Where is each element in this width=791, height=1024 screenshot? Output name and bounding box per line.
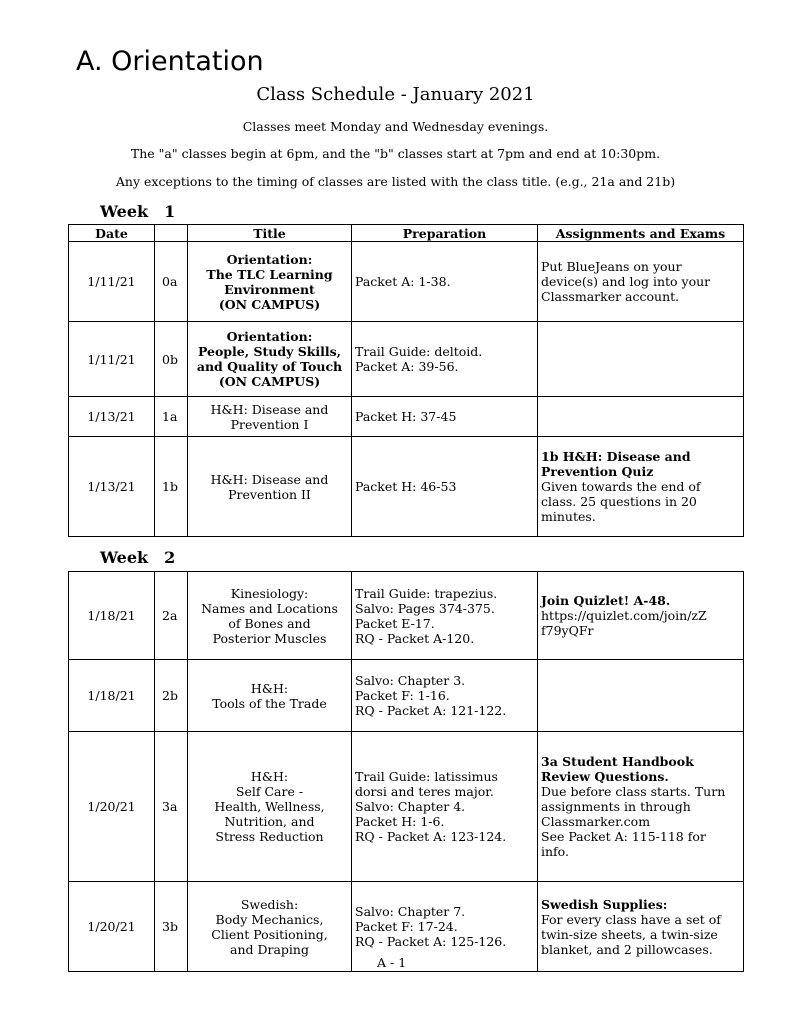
title-line: Kinesiology: bbox=[230, 585, 309, 601]
header-date: Date bbox=[69, 225, 155, 242]
assignment-line: See Packet A: 115-118 for bbox=[541, 829, 706, 844]
assignment-line: blanket, and 2 pillowcases. bbox=[541, 941, 713, 957]
assignment-line: info. bbox=[541, 844, 569, 859]
assignments bbox=[538, 572, 744, 660]
class-title bbox=[188, 732, 352, 882]
assignment-heading-line: Review Questions. bbox=[541, 769, 669, 784]
assignments bbox=[538, 732, 744, 882]
header-assignments: Assignments and Exams bbox=[538, 225, 744, 242]
class-date: 1/18/21 bbox=[69, 660, 155, 732]
assignment-heading-line: Prevention Quiz bbox=[541, 464, 654, 479]
preparation bbox=[352, 397, 538, 437]
assignment-heading-line: 3a Student Handbook bbox=[541, 754, 694, 769]
title-line: Orientation: bbox=[226, 251, 313, 267]
title-line: Client Positioning, bbox=[211, 926, 328, 942]
preparation-line: Salvo: Chapter 4. bbox=[355, 799, 466, 814]
title-line: Swedish: bbox=[240, 896, 299, 912]
title-line: Orientation: bbox=[226, 329, 313, 344]
table-row bbox=[69, 397, 744, 437]
week-2-schedule-table bbox=[68, 571, 744, 972]
header-code bbox=[155, 225, 188, 242]
preparation-line: Packet A: 1-38. bbox=[355, 274, 451, 289]
table-header-row bbox=[69, 225, 744, 242]
assignment-line: device(s) and log into your bbox=[541, 274, 711, 289]
assignment-line: assignments in through bbox=[541, 799, 691, 814]
assignment-line: Classmarker.com bbox=[541, 814, 651, 829]
class-code: 2a bbox=[155, 572, 188, 660]
title-line: Environment bbox=[224, 281, 315, 297]
intro-line-3: Any exceptions to the timing of classes are listed with the class title. (e.g., 21a and 21b) bbox=[115, 174, 676, 189]
assignments bbox=[538, 437, 744, 537]
class-date: 1/20/21 bbox=[69, 882, 155, 972]
class-date: 1/13/21 bbox=[69, 437, 155, 537]
preparation-line: Packet H: 37-45 bbox=[355, 409, 457, 424]
class-code: 0a bbox=[155, 242, 188, 322]
assignment-heading-line: 1b H&H: Disease and bbox=[541, 449, 691, 464]
schedule-title: Class Schedule - January 2021 bbox=[256, 84, 535, 105]
table-row bbox=[69, 242, 744, 322]
preparation-line: RQ - Packet A: 121-122. bbox=[355, 703, 507, 718]
title-line: Self Care - bbox=[235, 784, 304, 799]
week-number: 1 bbox=[164, 202, 176, 221]
week-1-heading bbox=[100, 202, 191, 221]
page-number: A - 1 bbox=[377, 955, 407, 970]
assignments bbox=[538, 242, 744, 322]
preparation bbox=[352, 732, 538, 882]
table-row bbox=[69, 572, 744, 660]
class-title bbox=[188, 397, 352, 437]
title-line: Prevention I bbox=[230, 416, 309, 432]
class-code: 1a bbox=[155, 397, 188, 437]
assignment-line: For every class have a set of bbox=[541, 911, 721, 927]
assignments bbox=[538, 660, 744, 732]
title-line: H&H: Disease and bbox=[210, 471, 329, 487]
assignments bbox=[538, 882, 744, 972]
preparation-line: Trail Guide: deltoid. bbox=[355, 344, 483, 359]
assignment-line: minutes. bbox=[541, 509, 596, 524]
class-date: 1/20/21 bbox=[69, 732, 155, 882]
preparation-line: Packet H: 1-6. bbox=[355, 814, 445, 829]
preparation bbox=[352, 660, 538, 732]
assignments bbox=[538, 322, 744, 397]
class-code: 2b bbox=[155, 660, 188, 732]
preparation-line: RQ - Packet A: 125-126. bbox=[355, 934, 507, 949]
title-line: Posterior Muscles bbox=[212, 630, 327, 646]
class-title bbox=[188, 322, 352, 397]
class-code: 0b bbox=[155, 322, 188, 397]
preparation bbox=[352, 437, 538, 537]
title-line: Tools of the Trade bbox=[212, 695, 327, 711]
preparation-line: Salvo: Pages 374-375. bbox=[355, 600, 495, 616]
assignment-heading-line: Swedish Supplies: bbox=[541, 896, 668, 912]
section-title: A. Orientation bbox=[76, 46, 264, 77]
week-2-heading bbox=[100, 548, 191, 567]
title-line: Body Mechanics, bbox=[215, 911, 324, 927]
preparation-line: Packet H: 46-53 bbox=[355, 479, 457, 494]
class-code: 1b bbox=[155, 437, 188, 537]
class-code: 3b bbox=[155, 882, 188, 972]
preparation bbox=[352, 572, 538, 660]
title-line: Prevention II bbox=[228, 486, 311, 502]
table-row bbox=[69, 322, 744, 397]
title-line: (ON CAMPUS) bbox=[218, 374, 321, 389]
preparation-line: RQ - Packet A-120. bbox=[355, 630, 475, 646]
preparation-line: Salvo: Chapter 7. bbox=[355, 904, 466, 919]
table-row bbox=[69, 660, 744, 732]
class-title bbox=[188, 660, 352, 732]
preparation-line: Packet F: 17-24. bbox=[355, 919, 458, 934]
assignment-line: Put BlueJeans on your bbox=[541, 259, 682, 274]
title-line: (ON CAMPUS) bbox=[218, 296, 321, 312]
header-title: Title bbox=[188, 225, 352, 242]
week-label: Week bbox=[100, 548, 149, 567]
assignment-heading-line: Join Quizlet! A-48. bbox=[541, 593, 671, 608]
title-line: Names and Locations bbox=[201, 600, 338, 616]
preparation-line: RQ - Packet A: 123-124. bbox=[355, 829, 507, 844]
class-date: 1/13/21 bbox=[69, 397, 155, 437]
week-number: 2 bbox=[164, 548, 176, 567]
assignments bbox=[538, 397, 744, 437]
assignment-line: https://quizlet.com/join/zZ bbox=[541, 608, 707, 623]
preparation-line: dorsi and teres major. bbox=[355, 784, 494, 799]
preparation bbox=[352, 322, 538, 397]
title-line: H&H: bbox=[250, 769, 289, 784]
assignment-line: Given towards the end of bbox=[541, 479, 701, 494]
header-preparation: Preparation bbox=[352, 225, 538, 242]
assignment-line: class. 25 questions in 20 bbox=[541, 494, 697, 509]
preparation-line: Packet F: 1-16. bbox=[355, 688, 450, 703]
title-line: People, Study Skills, bbox=[197, 344, 342, 359]
class-title bbox=[188, 882, 352, 972]
preparation-line: Salvo: Chapter 3. bbox=[355, 673, 466, 688]
preparation bbox=[352, 242, 538, 322]
table-row bbox=[69, 437, 744, 537]
preparation-line: Trail Guide: trapezius. bbox=[355, 585, 498, 601]
intro-line-1: Classes meet Monday and Wednesday evenings. bbox=[242, 119, 549, 134]
title-line: The TLC Learning bbox=[206, 266, 333, 282]
title-line: and Quality of Touch bbox=[196, 359, 343, 374]
class-code: 3a bbox=[155, 732, 188, 882]
class-title bbox=[188, 437, 352, 537]
title-line: Nutrition, and bbox=[224, 814, 315, 829]
week-label: Week bbox=[100, 202, 149, 221]
title-line: and Draping bbox=[230, 941, 309, 957]
preparation-line: Packet E-17. bbox=[355, 615, 435, 631]
class-title bbox=[188, 572, 352, 660]
week-1-schedule-table bbox=[68, 224, 744, 537]
preparation-line: Packet A: 39-56. bbox=[355, 359, 459, 374]
assignment-line: f79yQFr bbox=[541, 623, 594, 638]
table-row bbox=[69, 732, 744, 882]
class-date: 1/11/21 bbox=[69, 322, 155, 397]
title-line: Stress Reduction bbox=[215, 829, 324, 844]
title-line: Health, Wellness, bbox=[214, 799, 325, 814]
class-title bbox=[188, 242, 352, 322]
intro-line-2: The "a" classes begin at 6pm, and the "b" classes start at 7pm and end at 10:30pm. bbox=[130, 146, 661, 161]
title-line: H&H: Disease and bbox=[210, 401, 329, 417]
assignment-line: Classmarker account. bbox=[541, 289, 680, 304]
title-line: H&H: bbox=[250, 680, 289, 696]
assignment-line: twin-size sheets, a twin-size bbox=[541, 926, 718, 942]
assignment-line: Due before class starts. Turn bbox=[541, 784, 726, 799]
title-line: of Bones and bbox=[228, 615, 311, 631]
class-date: 1/11/21 bbox=[69, 242, 155, 322]
class-date: 1/18/21 bbox=[69, 572, 155, 660]
preparation-line: Trail Guide: latissimus bbox=[355, 769, 498, 784]
